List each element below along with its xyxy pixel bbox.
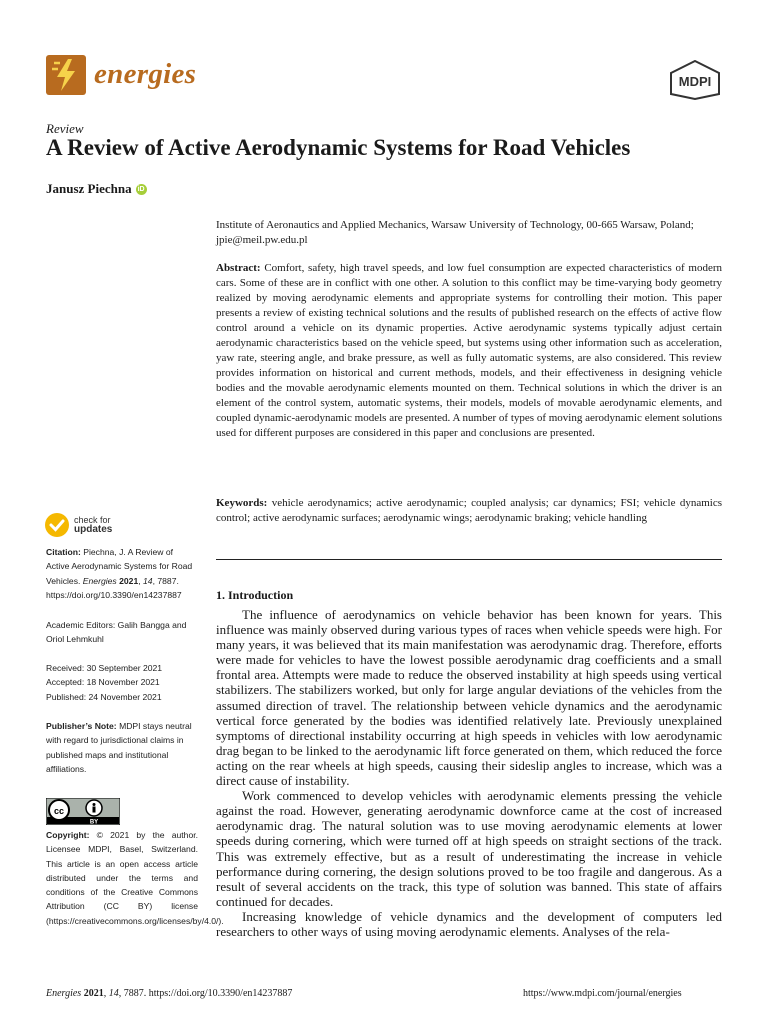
- orcid-icon[interactable]: iD: [137, 185, 145, 193]
- abstract-text: Comfort, safety, high travel speeds, and low fuel consumption are expected characteristics of modern cars. Some of these are in conflict with one other. A solution to this conflict may be time-varying body geometry realized by moving aerodynamic elements and appropriate systems for controlling their motion. This paper presents a review of existing technical solutions and the results of published research on the effects of active flow control around a vehicle on its dynamic properties. Active aerodynamic systems typically adjust certain aerodynamic characteristics based on the vehicle speed, but systems using other information such as acceleration, yaw rate, steering angle, and brake pressure, as well as fully automatic systems, are also considered. This review provides information on historical and current methods, models, and their effectiveness in designing vehicle bodies and the movable aerodynamic elements mounted on them. Technical solutions in which the driver is an element of the control system, automatic systems, their models, models of movable aerodynamic elements, and coupled dynamic-aerodynamic models are presented. A number of types of moving aerodynamic element solutions used for different purposes are considered in this paper and conclusions are presented.: [216, 262, 723, 439]
- publisher-note: [46, 719, 198, 776]
- article-type: Review: [46, 121, 84, 136]
- check-for-updates-badge[interactable]: [44, 512, 112, 538]
- copyright-label: Copyright:: [46, 830, 90, 840]
- copyright-text: © 2021 by the author. Licensee MDPI, Basel, Switzerland. This article is an open access article distributed under the terms and conditions of the Creative Commons Attribution (CC BY) license (https://creativecommons.org/licenses/by/4.0/).: [46, 830, 224, 926]
- accepted-date: Accepted: 18 November 2021: [46, 677, 160, 688]
- citation-doi-link[interactable]: https://doi.org/10.3390/en14237887: [46, 589, 182, 600]
- citation-year: 2021: [119, 575, 139, 586]
- abstract: [216, 261, 722, 441]
- footer-doi[interactable]: , 7887. https://doi.org/10.3390/en14237887: [118, 988, 293, 999]
- mdpi-logo-icon: [668, 60, 722, 100]
- citation-journal: Energies: [82, 575, 117, 586]
- academic-editors: Academic Editors: Galih Bangga and Oriol Lehmkuhl: [46, 620, 187, 645]
- keywords-label: Keywords:: [216, 497, 268, 509]
- footer-year: 2021: [83, 988, 104, 999]
- received-date: Received: 30 September 2021: [46, 663, 163, 673]
- publisher-name: MDPI: [678, 74, 712, 89]
- footer-journal-url[interactable]: https://www.mdpi.com/journal/energies: [523, 988, 682, 999]
- check-updates-icon: [44, 512, 70, 538]
- section-heading-introduction: 1. Introduction: [216, 588, 294, 602]
- cc-by-license-icon[interactable]: [46, 798, 120, 825]
- paragraph: Work commenced to develop vehicles with aerodynamic elements pressing the vehicle against the road. However, generating aerodynamic downforce came at the cost of increased aerodynamic drag. The natural solution was to use moving aerodynamic elements at lower speeds during cornering, which were turned off at high speeds on straight sections of the track. This was extremely effective, but as a result of underestimating the increase in vehicle performance during cornering, the design solutions proved to be too fragile and dangerous. As a result of several accidents on the track, this type of solution was banned. This state of affairs continued for decades.: [216, 788, 722, 909]
- section-divider: [216, 559, 722, 560]
- article-title: A Review of Active Aerodynamic Systems for Road Vehicles: [46, 135, 631, 160]
- keywords: [216, 496, 722, 526]
- copyright-notice: [46, 828, 224, 928]
- publication-dates: [46, 661, 198, 704]
- journal-name: energies: [94, 58, 197, 90]
- publisher-note-label: Publisher’s Note:: [46, 721, 117, 731]
- footer-volume: 14: [108, 988, 119, 999]
- citation-label: Citation:: [46, 547, 81, 557]
- citation-text: Piechna, J. A Review of Active Aerodynamic Systems for Road Vehicles.: [46, 547, 193, 586]
- abstract-label: Abstract:: [216, 262, 261, 274]
- author-line: [46, 181, 147, 197]
- check-updates-label: check for: [74, 515, 111, 525]
- cc-by-label: BY: [89, 819, 99, 825]
- introduction-body: [216, 607, 722, 939]
- updates-label: updates: [74, 524, 113, 535]
- journal-logo-icon: [46, 55, 86, 95]
- paragraph: The influence of aerodynamics on vehicle behavior has been known for years. This influence was mainly observed during various types of races when vehicle speeds were high. For many years, it was believed that its main manifestation was aerodynamic drag. Therefore, efforts were made for vehicles to have the lowest possible aerodynamic drag coefficients and a small frontal area. Attempts were made to reduce the observed instability at high speeds using vertical stabilizers. The stabilizers worked, but only for large angular deviations of the vehicles from the assumed direction of travel. The relationship between vehicle dynamics and the aerodynamic vertical force generated by the bodies was identified relatively late. Previously unexplained symptoms of directional instability occurring at high speeds in vehicles with low aerodynamic drag began to be linked to the aerodynamic lift force generated on them, which reduced the force acting on the rear wheels at high speeds, causing their sideslip angles to increase, which was a direct cause of instability.: [216, 607, 722, 789]
- citation-volume: 14: [143, 575, 153, 586]
- citation-block: Citation: Piechna, J. A Review of Active Aerodynamic Systems for Road Vehicles. Energies 2021, 14, 7887. https://doi.org/10.3390/en14237887: [46, 547, 193, 600]
- citation-page: , 7887.: [152, 575, 179, 586]
- footer-journal: Energies: [46, 988, 82, 999]
- publisher-note-text: MDPI stays neutral with regard to jurisdictional claims in published maps and institutional affiliations.: [46, 721, 192, 774]
- footer-citation: Energies 2021, 14, 7887. https://doi.org/10.3390/en14237887: [46, 988, 293, 999]
- author-name: Janusz Piechna: [46, 181, 132, 196]
- published-date: Published: 24 November 2021: [46, 691, 162, 702]
- svg-text:cc: cc: [53, 806, 65, 816]
- keywords-text: vehicle aerodynamics; active aerodynamic; coupled analysis; car dynamics; FSI; vehicle dynamics control; active aerodynamic surfaces; aerodynamic wings; aerodynamic braking; vehicle handling: [216, 497, 723, 524]
- affiliation: Institute of Aeronautics and Applied Mechanics, Warsaw University of Technology, 00-665 Warsaw, Poland; jpie@meil.pw.edu.pl: [216, 219, 694, 246]
- paragraph: Increasing knowledge of vehicle dynamics and the development of computers led researchers to other ways of using moving aerodynamic elements. Analyses of the rela-: [216, 908, 722, 939]
